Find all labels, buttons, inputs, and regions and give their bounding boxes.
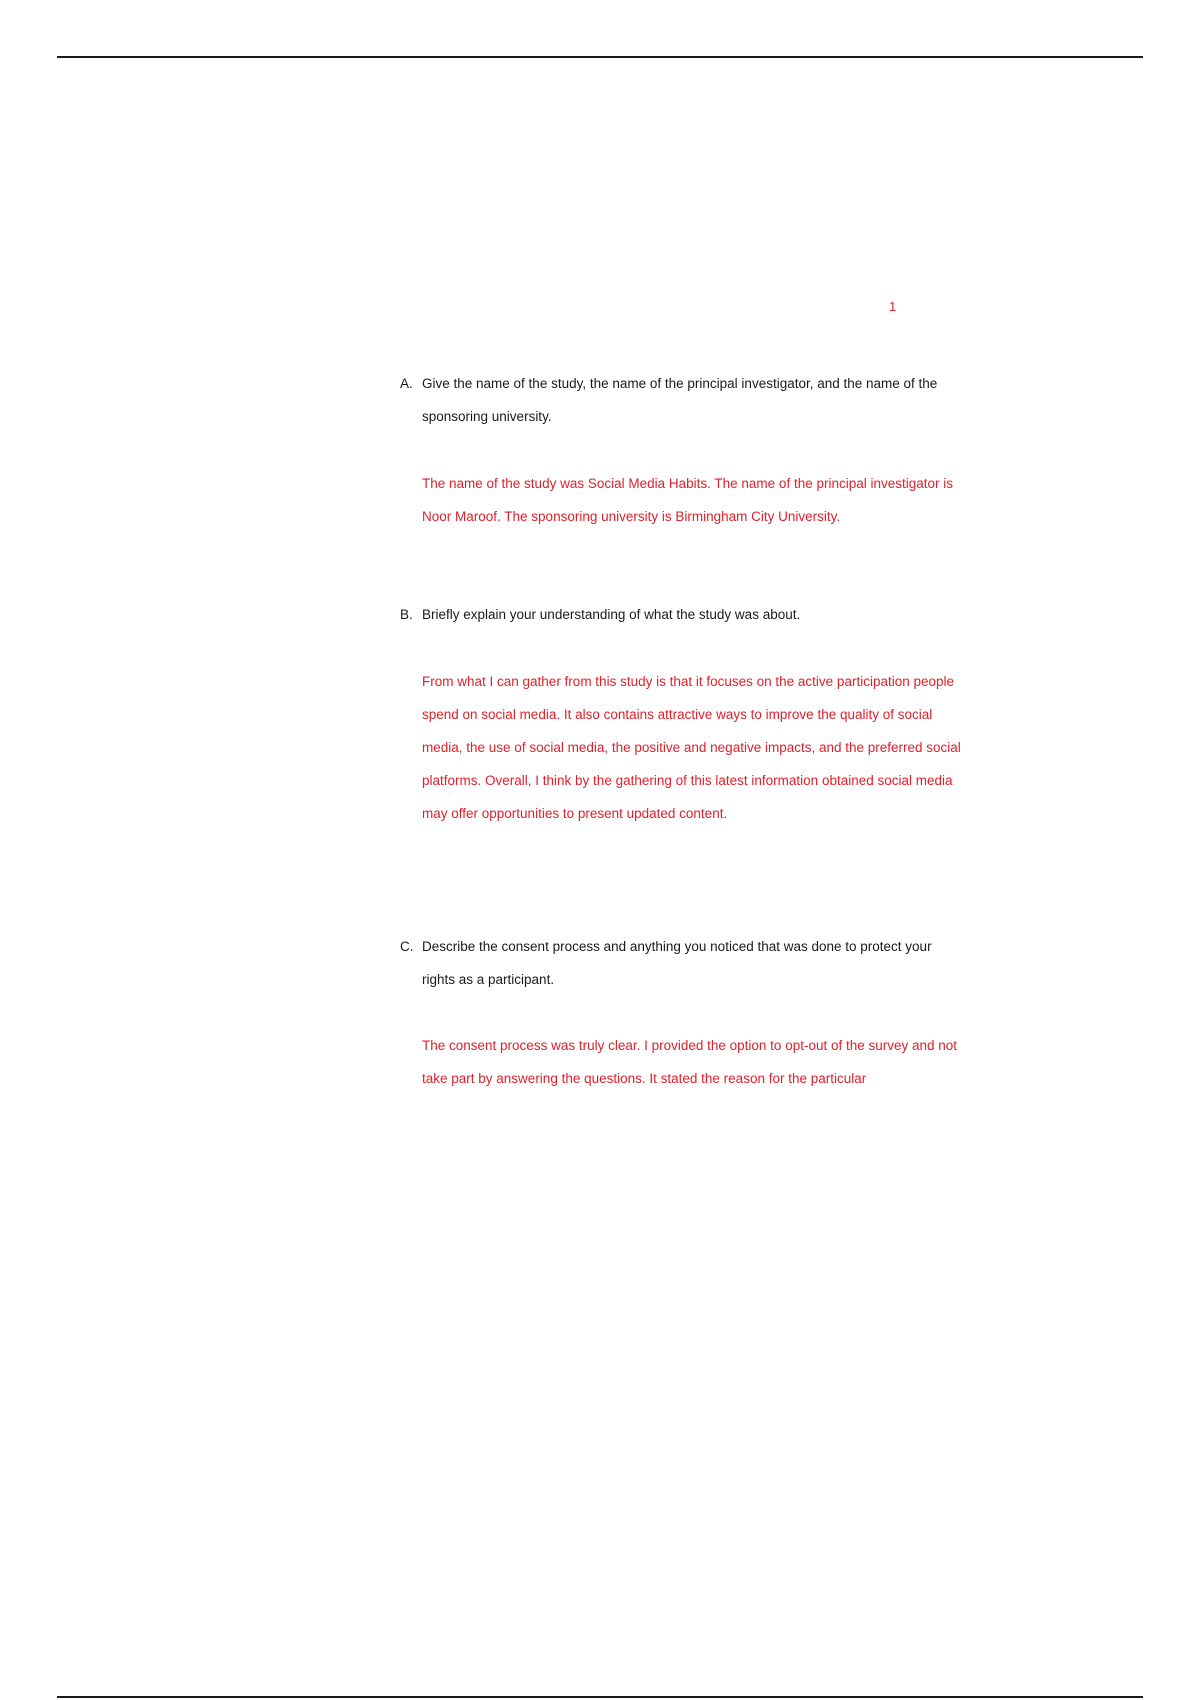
- bottom-rule: [57, 1696, 1143, 1698]
- question-b: [400, 598, 960, 631]
- question-letter: C.: [400, 939, 414, 954]
- answer-b: From what I can gather from this study is that it focuses on the active participation people spend on social media. It also contains attractive ways to improve the quality of social media, the use of social media, the positive and negative impacts, and the preferred social platforms. Overall, I think by the gathering of this latest information obtained social media may offer opportunities to present updated content.: [422, 674, 961, 821]
- question-text: Give the name of the study, the name of the principal investigator, and the name of the sponsoring university.: [422, 376, 938, 424]
- question-text: Describe the consent process and anything you noticed that was done to protect your rights as a participant.: [422, 939, 932, 987]
- question-a: [400, 367, 960, 433]
- question-letter: A.: [400, 376, 413, 391]
- question-text: Briefly explain your understanding of what the study was about.: [422, 607, 801, 622]
- top-rule: [57, 56, 1143, 58]
- answer-c: The consent process was truly clear. I provided the option to opt-out of the survey and not take part by answering the questions. It stated the reason for the particular: [422, 1038, 958, 1086]
- answer-a: The name of the study was Social Media Habits. The name of the principal investigator is Noor Maroof. The sponsoring university is Birmingham City University.: [422, 476, 954, 524]
- question-letter: B.: [400, 607, 413, 622]
- question-c: [400, 930, 960, 996]
- page-number: 1: [889, 299, 897, 314]
